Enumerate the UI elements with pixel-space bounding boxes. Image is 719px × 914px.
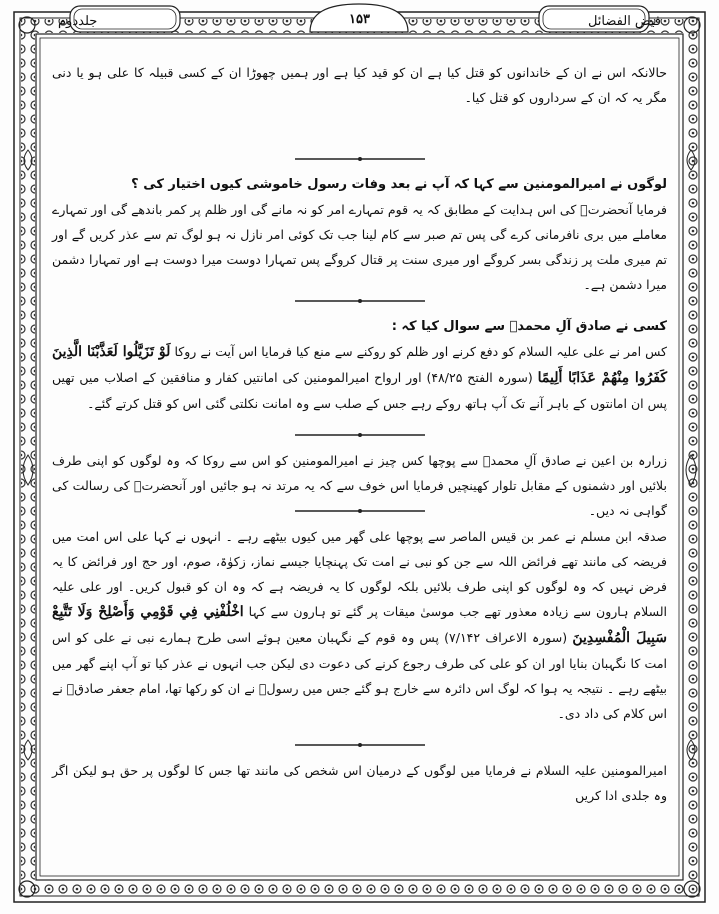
paragraph [52,339,667,416]
section-divider [285,430,435,440]
paragraph: امیرالمومنین علیہ السلام نے فرمایا میں لوگوں کے درمیان اس شخص کی مانند تھا جس کا لوگوں پر حق ہو لیکن اگر وہ جلدی ادا کریں [52,763,667,803]
page-number: ۱۵۳ [349,12,370,27]
section-2 [52,172,667,290]
section-5 [52,524,667,734]
paragraph: فرمایا آنحضرتؐ کی اس ہدایت کے مطابق کہ یہ قوم تمہارے امر کو نہ مانے گی اور ظلم پر کمر باندھے گی اور تمہارے معاملے میں بری نافرمانی کرے گی پس تم صبر سے کام لینا جب تک کوئی امر نازل نہ ہو لوگ تم سے عذر کریں گے اور تم میری ملت پر زندگی بسر کروگے اور میری سنت پر قتال کروگے پس تمہارا دوست میرا دوست ہے اور تمہارا دشمن میرا دشمن ہے۔ [52,202,667,292]
section-3 [52,314,667,424]
paragraph: زرارہ بن اعین نے صادق آلِ محمدؐ سے پوچھا کس چیز نے امیرالمومنین کو اس سے روکا کہ وہ لوگوں کو اپنی طرف بلائیں اور دشمنوں کے مقابل تلوار کھینچیں فرمایا اس خوف سے کہ یہ مرتد نہ ہو جائیں اور آنحضرتؐ کی رسالت کی گواہی نہ دیں۔ [52,453,667,518]
book-title: فیض الفضائل [587,14,661,29]
paragraph: حالانکہ اس نے ان کے خاندانوں کو قتل کیا ہے ان کو قید کیا ہے اور ہمیں چھوڑا ان کے کسی قبیلہ کا علی ہو یا دنی مگر یہ کہ ان کے سرداروں کو قتل کیا۔ [52,65,667,105]
section-4 [52,448,667,518]
paragraph-text: صدقہ ابن مسلم نے عمر بن قیس الماصر سے پوچھا علی گھر میں کیوں بیٹھے رہے ۔ انہوں نے کہا علی اس امت میں فریضہ کی مانند تھے فرائض اللہ سے جن کو نبی نے امت تک پہنچایا جیسے نماز، زکوٰۃ، صوم، اور حج اور فرائض کا یہ فرض نہیں کہ وہ لوگوں کو اپنی طرف بلائیں بلکہ لوگوں کا یہ فریضہ ہے کہ وہ ان کو قبول کریں۔ اور علی علیہ السلام ہارون سے زیادہ معذور تھے جب موسیٰ میقات پر گئے تو ہارون سے کہا [52,529,668,619]
section-divider [285,506,435,516]
page-header [48,8,671,38]
paragraph-text: کس امر نے علی علیہ السلام کو دفع کرنے اور ظلم کو روکنے سے منع کیا فرمایا اس آیت نے روکا [174,344,667,359]
section-heading: کسی نے صادق آلِ محمدؐ سے سوال کیا کہ : [391,319,667,334]
section-heading: لوگوں نے امیرالمومنین سے کہا کہ آپ نے بعد وفات رسول خاموشی کیوں اختیار کی ؟ [131,177,667,192]
volume-label: جلددوم [58,14,98,29]
section-divider [285,296,435,306]
quranic-verse: لَوْ تَزَيَّلُوا لَعَذَّبْنَا الَّذِينَ كَفَرُوا مِنْهُمْ عَذَابًا أَلِيمًا [52,344,667,386]
paragraph-text: (سورہ الفتح ۴۸/۲۵) اور ارواح امیرالمومنین کی امانتیں کفار و منافقین کے اصلاب میں تھیں پس ان امانتوں کے باہر آنے تک آپ ہاتھ روکے رہے جس کے صلب سے وہ امانت نکلتی گئی اس کو قتل کرتے گئے۔ [52,370,667,411]
paragraph-text: (سورہ الاعراف ۷/۱۴۲) پس وہ قوم کے نگہبان معین ہوئے اسی طرح ہمارے نبی نے علی کو اس امت کا نگہبان بنایا اور ان کو علی کی طرف رجوع کرنے کی دعوت دی لیکن جب انہوں نے عذر کیا تو آپ اپنے گھر میں بیٹھے رہے ۔ نتیجہ یہ ہوا کہ لوگ اس دائرہ سے خارج ہو گئے جس میں رسولؐ نے ان کو رکھا تھا، امام جعفر صادقؑ نے اس کلام کی داد دی۔ [52,630,667,721]
section-1 [52,60,667,148]
section-divider [285,154,435,164]
section-6 [52,758,667,808]
section-divider [285,740,435,750]
paragraph [52,524,667,726]
page-content [52,52,667,880]
quranic-verse: اخْلُفْنِي فِي قَوْمِي وَأَصْلِحْ وَلَا تَتَّبِعْ سَبِيلَ الْمُفْسِدِينَ [52,604,667,646]
